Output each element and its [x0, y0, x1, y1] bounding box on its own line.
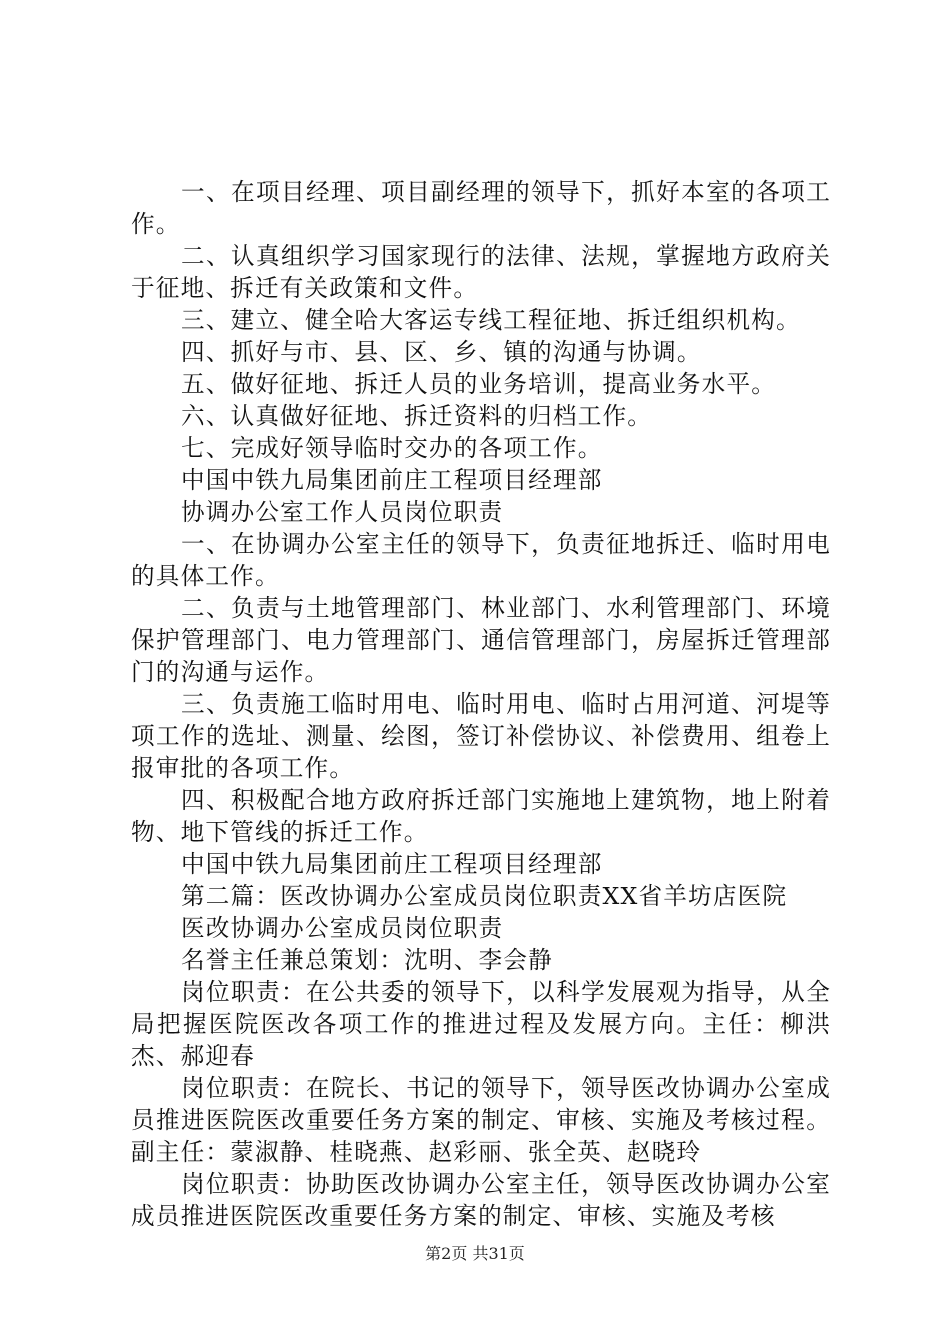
paragraph: 七、完成好领导临时交办的各项工作。 [181, 434, 603, 462]
paragraph: 岗位职责：协助医改协调办公室主任，领导医改协调办公室成员推进医院医改重要任务方案的制定、审核、实施及考核 [131, 1170, 831, 1230]
paragraph: 三、负责施工临时用电、临时用电、临时占用河道、河堤等项工作的选址、测量、绘图，签订补偿协议、补偿费用、组卷上报审批的各项工作。 [131, 690, 831, 782]
paragraph: 二、负责与土地管理部门、林业部门、水利管理部门、环境保护管理部门、电力管理部门、通信管理部门，房屋拆迁管理部门的沟通与运作。 [131, 594, 831, 686]
paragraph: 一、在项目经理、项目副经理的领导下，抓好本室的各项工作。 [131, 178, 831, 238]
paragraph: 三、建立、健全哈大客运专线工程征地、拆迁组织机构。 [181, 306, 801, 334]
section-heading: 医改协调办公室成员岗位职责 [181, 914, 504, 942]
paragraph: 五、做好征地、拆迁人员的业务培训，提高业务水平。 [181, 370, 777, 398]
section-heading: 协调办公室工作人员岗位职责 [181, 498, 504, 526]
paragraph: 岗位职责：在院长、书记的领导下，领导医改协调办公室成员推进医院医改重要任务方案的制定、审核、实施及考核过程。副主任：蒙淑静、桂晓燕、赵彩丽、张全英、赵晓玲 [131, 1074, 831, 1166]
chapter-heading: 第二篇：医改协调办公室成员岗位职责XX省羊坊店医院 [181, 882, 788, 910]
paragraph: 岗位职责：在公共委的领导下，以科学发展观为指导，从全局把握医院医改各项工作的推进过程及发展方向。主任：柳洪杰、郝迎春 [131, 978, 831, 1070]
paragraph: 六、认真做好征地、拆迁资料的归档工作。 [181, 402, 653, 430]
organization-line: 中国中铁九局集团前庄工程项目经理部 [181, 466, 603, 494]
paragraph: 二、认真组织学习国家现行的法律、法规，掌握地方政府关于征地、拆迁有关政策和文件。 [131, 242, 831, 302]
paragraph: 一、在协调办公室主任的领导下，负责征地拆迁、临时用电的具体工作。 [131, 530, 831, 590]
paragraph: 四、抓好与市、县、区、乡、镇的沟通与协调。 [181, 338, 702, 366]
paragraph: 名誉主任兼总策划：沈明、李会静 [181, 946, 553, 974]
paragraph: 四、积极配合地方政府拆迁部门实施地上建筑物，地上附着物、地下管线的拆迁工作。 [131, 786, 831, 846]
page-number-footer: 第2页 共31页 [425, 1244, 525, 1263]
organization-line: 中国中铁九局集团前庄工程项目经理部 [181, 850, 603, 878]
document-body [131, 176, 831, 1232]
